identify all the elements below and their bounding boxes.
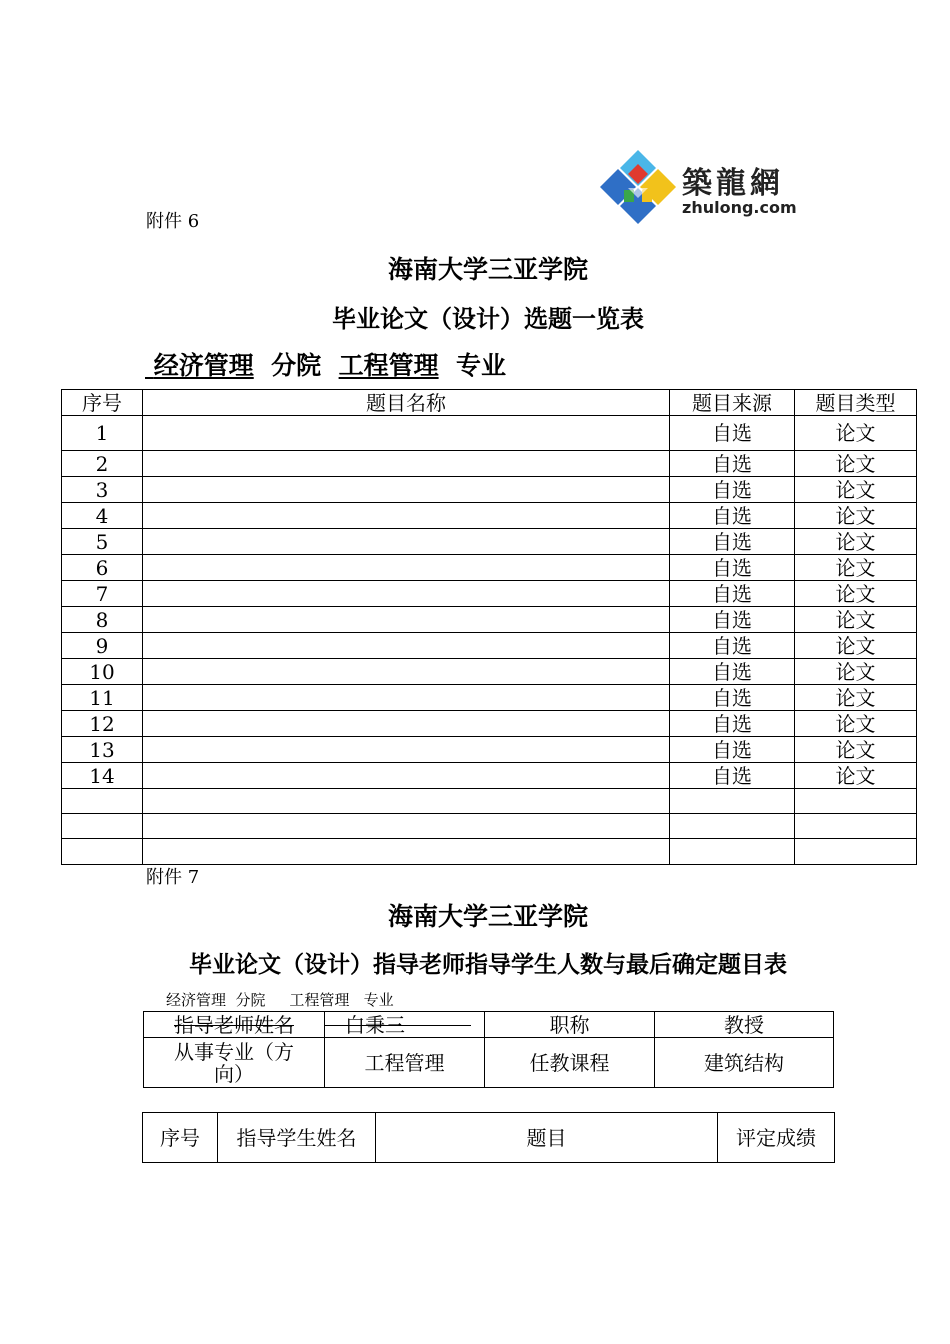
topic-source-cell: 自选 [670,477,795,503]
topic-name-cell [143,659,670,685]
row-index-cell: 3 [62,477,143,503]
topic-type-cell [795,839,917,865]
topic-type-cell [795,789,917,814]
student-header-grade: 评定成绩 [718,1113,835,1163]
row-index-cell: 10 [62,659,143,685]
topic-name-cell [143,529,670,555]
topic-name-cell [143,737,670,763]
topic-source-cell [670,789,795,814]
student-topic-table [142,1112,835,1163]
major-direction-label: 从事专业（方向） [144,1038,325,1088]
college-name: 经济管理 [153,351,254,380]
topic-name-cell [143,581,670,607]
table-row [62,737,917,763]
topic-type-cell: 论文 [795,503,917,529]
course-value: 建筑结构 [655,1038,834,1088]
student-header-name: 指导学生姓名 [218,1113,376,1163]
table-row [62,814,917,839]
topic-name-cell [143,555,670,581]
table-row [62,839,917,865]
table-row [62,529,917,555]
teacher-name-label: 指导老师姓名 [144,1012,325,1038]
topic-type-cell: 论文 [795,763,917,789]
topic-type-cell: 论文 [795,477,917,503]
topic-source-cell: 自选 [670,451,795,477]
topic-source-cell: 自选 [670,607,795,633]
topic-source-cell: 自选 [670,416,795,451]
topic-name-cell [143,789,670,814]
topic-source-cell: 自选 [670,529,795,555]
table-header-cell: 题目名称 [143,390,670,416]
row-index-cell: 2 [62,451,143,477]
topic-name-cell [143,685,670,711]
supervisor-table-title: 毕业论文（设计）指导老师指导学生人数与最后确定题目表 [189,951,787,978]
topic-type-cell: 论文 [795,711,917,737]
table-row [62,633,917,659]
student-header-index: 序号 [143,1113,218,1163]
title-value: 教授 [655,1012,834,1038]
major-suffix: 专业 [456,351,507,380]
table-row [62,451,917,477]
topic-type-cell: 论文 [795,633,917,659]
topic-name-cell [143,711,670,737]
table-header-cell: 题目类型 [795,390,917,416]
major-name: 工程管理 [338,351,439,380]
row-index-cell: 6 [62,555,143,581]
topic-name-cell [143,763,670,789]
logo-chinese-text: 築龍網 [682,166,784,201]
topic-name-cell [143,814,670,839]
row-index-cell: 9 [62,633,143,659]
topic-name-cell [143,416,670,451]
row-index-cell: 8 [62,607,143,633]
row-index-cell: 1 [62,416,143,451]
row-index-cell: 11 [62,685,143,711]
table-row [62,763,917,789]
row-index-cell: 7 [62,581,143,607]
row-index-cell [62,814,143,839]
table-row [62,789,917,814]
topic-list-table [61,389,917,865]
topic-source-cell [670,814,795,839]
university-title-2: 海南大学三亚学院 [387,902,588,931]
topic-type-cell: 论文 [795,737,917,763]
table-row [62,503,917,529]
topic-type-cell: 论文 [795,581,917,607]
title-label: 职称 [485,1012,655,1038]
row-index-cell: 4 [62,503,143,529]
university-title-1: 海南大学三亚学院 [387,255,588,284]
topic-source-cell: 自选 [670,581,795,607]
topic-source-cell: 自选 [670,555,795,581]
topic-source-cell: 自选 [670,633,795,659]
table-header-cell: 题目来源 [670,390,795,416]
topic-name-cell [143,633,670,659]
topic-name-cell [143,607,670,633]
logo-english-text: zhulong.com [682,198,797,217]
table-row [62,711,917,737]
topic-source-cell [670,839,795,865]
zhulong-logo-icon [598,148,678,226]
student-header-topic: 题目 [376,1113,718,1163]
topic-type-cell [795,814,917,839]
attachment-label-7: 附件 7 [146,867,200,888]
table-row [62,607,917,633]
topic-source-cell: 自选 [670,503,795,529]
row-index-cell: 12 [62,711,143,737]
topic-source-cell: 自选 [670,763,795,789]
attachment-label-6: 附件 6 [146,211,200,232]
table-row [62,659,917,685]
row-index-cell: 14 [62,763,143,789]
table-row [62,477,917,503]
topic-source-cell: 自选 [670,737,795,763]
department-line-2: 经济管理 分院 工程管理 专业 [166,991,394,1009]
department-line-1 [145,346,506,382]
college-suffix: 分院 [271,351,322,380]
topic-type-cell: 论文 [795,607,917,633]
table-header-row [62,390,917,416]
course-label: 任教课程 [485,1038,655,1088]
table-row [62,685,917,711]
row-index-cell: 5 [62,529,143,555]
topic-name-cell [143,477,670,503]
topic-type-cell: 论文 [795,416,917,451]
row-index-cell [62,839,143,865]
table-row [62,555,917,581]
table-header-cell: 序号 [62,390,143,416]
topic-list-title: 毕业论文（设计）选题一览表 [332,304,644,333]
table-row [62,581,917,607]
topic-type-cell: 论文 [795,451,917,477]
topic-name-cell [143,451,670,477]
topic-name-cell [143,839,670,865]
zhulong-logo [598,148,813,226]
topic-type-cell: 论文 [795,555,917,581]
teacher-name-value: 白秉三 [325,1012,485,1038]
major-direction-value: 工程管理 [325,1038,485,1088]
topic-source-cell: 自选 [670,711,795,737]
row-index-cell [62,789,143,814]
topic-type-cell: 论文 [795,529,917,555]
topic-type-cell: 论文 [795,659,917,685]
topic-name-cell [143,503,670,529]
topic-source-cell: 自选 [670,685,795,711]
table-row [62,416,917,451]
topic-source-cell: 自选 [670,659,795,685]
row-index-cell: 13 [62,737,143,763]
topic-type-cell: 论文 [795,685,917,711]
teacher-info-table [143,1011,834,1088]
